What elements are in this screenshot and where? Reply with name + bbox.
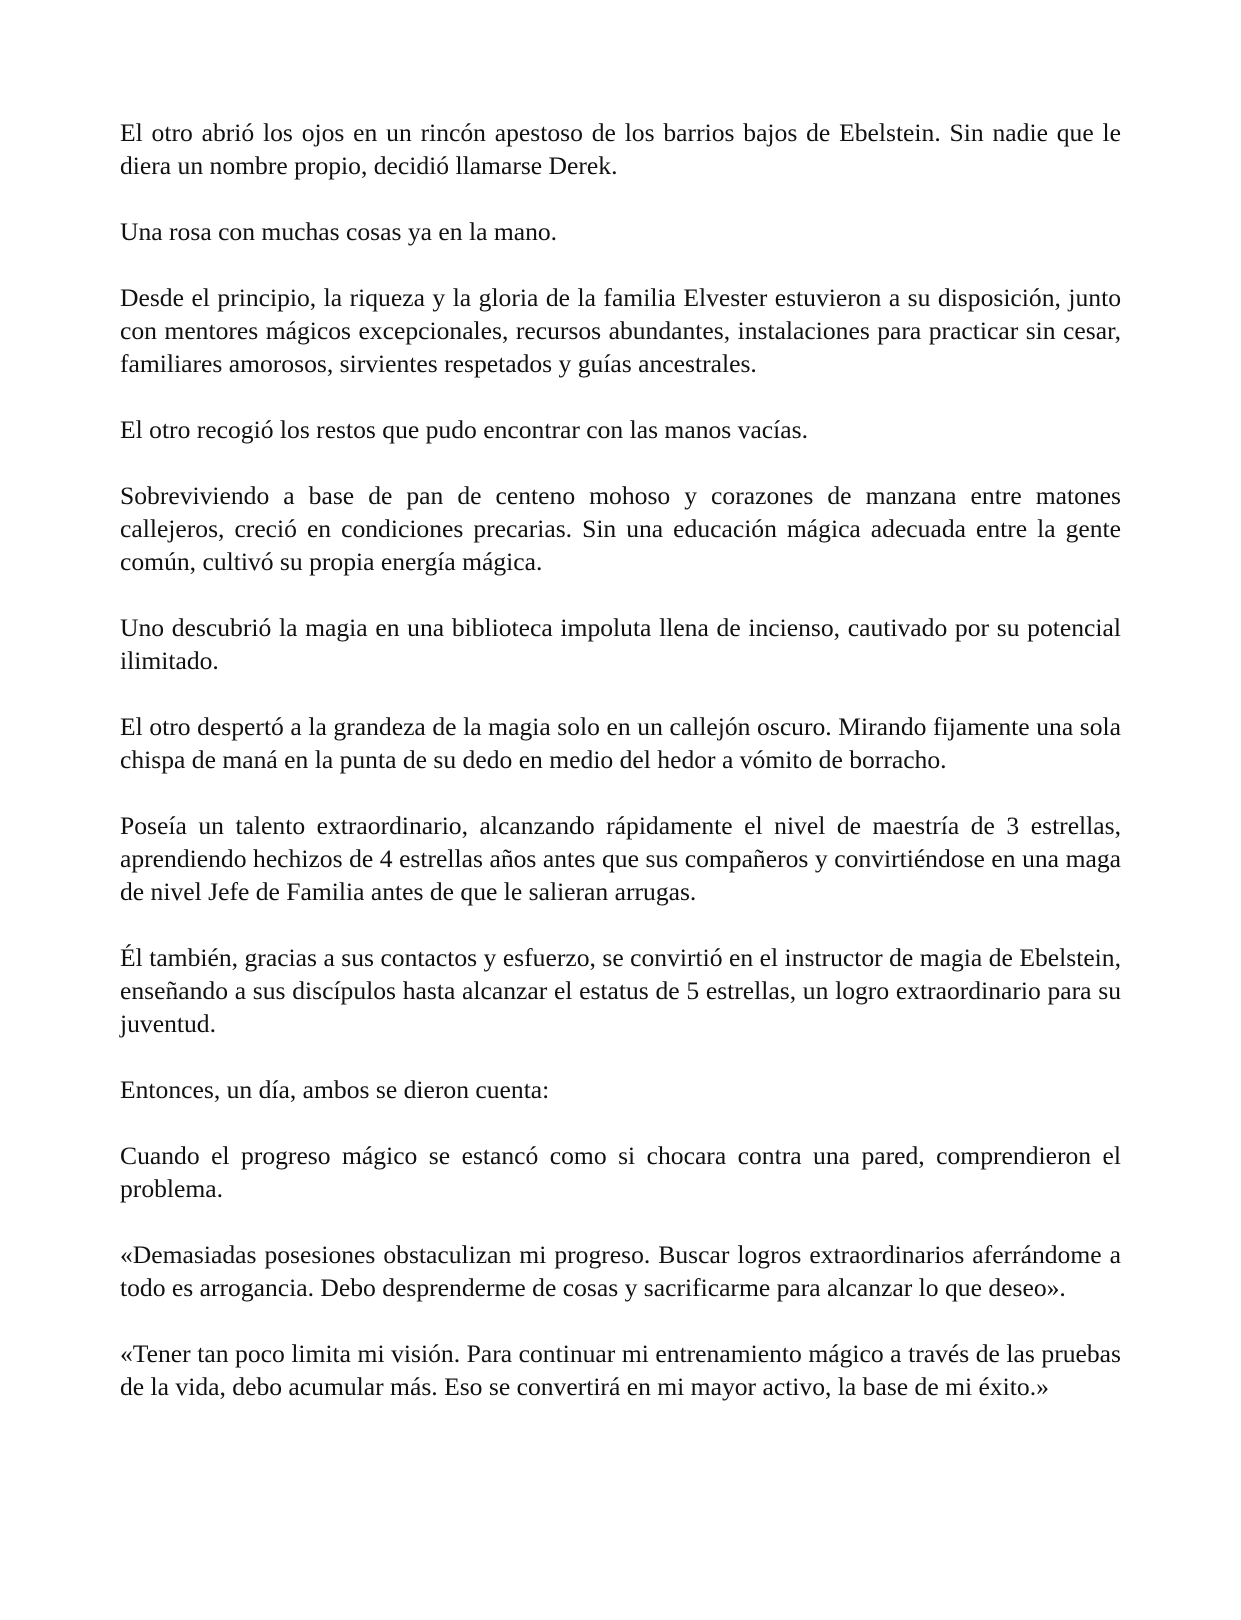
- paragraph: Entonces, un día, ambos se dieron cuenta:: [120, 1075, 550, 1104]
- paragraph: Poseía un talento extraordinario, alcanzando rápidamente el nivel de maestría de 3 estrellas, aprendiendo hechizos de 4 estrellas años antes que sus compañeros y convirtiéndose en una maga de nivel Jefe de Familia antes de que le salieran arrugas.: [120, 811, 1121, 906]
- paragraph: «Tener tan poco limita mi visión. Para continuar mi entrenamiento mágico a través de las pruebas de la vida, debo acumular más. Eso se convertirá en mi mayor activo, la base de mi éxito.»: [120, 1339, 1121, 1401]
- paragraph: Una rosa con muchas cosas ya en la mano.: [120, 217, 558, 246]
- body-text: [120, 116, 1121, 1403]
- paragraph: El otro recogió los restos que pudo encontrar con las manos vacías.: [120, 415, 808, 444]
- paragraph: Cuando el progreso mágico se estancó como si chocara contra una pared, comprendieron el problema.: [120, 1141, 1121, 1203]
- paragraph: El otro despertó a la grandeza de la magia solo en un callejón oscuro. Mirando fijamente una sola chispa de maná en la punta de su dedo en medio del hedor a vómito de borracho.: [120, 712, 1121, 774]
- paragraph: Sobreviviendo a base de pan de centeno mohoso y corazones de manzana entre matones callejeros, creció en condiciones precarias. Sin una educación mágica adecuada entre la gente común, cultivó su propia energía mágica.: [120, 481, 1121, 576]
- paragraph: «Demasiadas posesiones obstaculizan mi progreso. Buscar logros extraordinarios aferrándome a todo es arrogancia. Debo desprenderme de cosas y sacrificarme para alcanzar lo que deseo».: [120, 1240, 1121, 1302]
- paragraph: El otro abrió los ojos en un rincón apestoso de los barrios bajos de Ebelstein. Sin nadie que le diera un nombre propio, decidió llamarse Derek.: [120, 118, 1121, 180]
- paragraph: Él también, gracias a sus contactos y esfuerzo, se convirtió en el instructor de magia de Ebelstein, enseñando a sus discípulos hasta alcanzar el estatus de 5 estrellas, un logro extraordinario para su juventud.: [120, 943, 1121, 1038]
- paragraph: Uno descubrió la magia en una biblioteca impoluta llena de incienso, cautivado por su potencial ilimitado.: [120, 613, 1121, 675]
- paragraph: Desde el principio, la riqueza y la gloria de la familia Elvester estuvieron a su disposición, junto con mentores mágicos excepcionales, recursos abundantes, instalaciones para practicar sin cesar, familiares amorosos, sirvientes respetados y guías ancestrales.: [120, 283, 1121, 378]
